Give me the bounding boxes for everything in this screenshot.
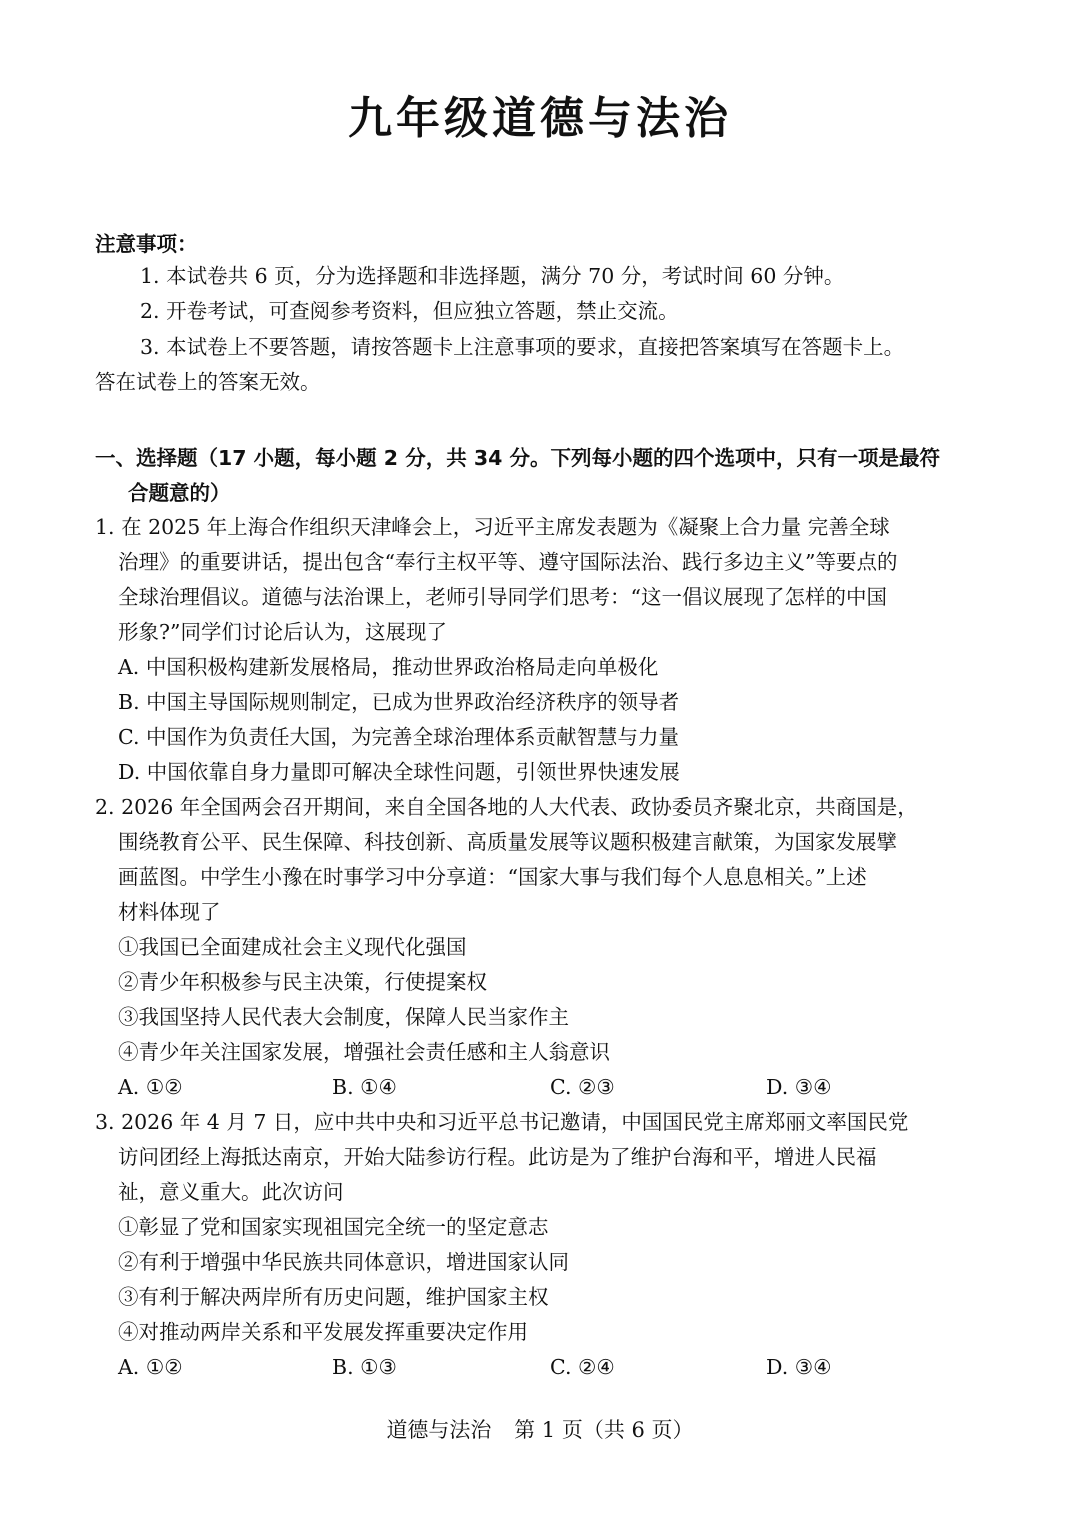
q3-choice-c: C. ②④ [550,1355,615,1379]
q3-stem-line-3: 祉，意义重大。此次访问 [118,1180,344,1204]
q2-choices [118,1073,1018,1101]
q2-choice-c: C. ②③ [550,1075,615,1099]
q3-statement-1: ①彰显了党和国家实现祖国完全统一的坚定意志 [118,1215,549,1239]
q2-statement-1: ①我国已全面建成社会主义现代化强国 [118,935,467,959]
q1-stem-line-3: 全球治理倡议。道德与法治课上，老师引导同学们思考：“这一倡议展现了怎样的中国 [118,585,887,609]
q3-stem-line-1: 3. 2026 年 4 月 7 日，应中共中央和习近平总书记邀请，中国国民党主席郑丽文率国民党 [95,1110,909,1134]
q2-statement-3: ③我国坚持人民代表大会制度，保障人民当家作主 [118,1005,569,1029]
q1-option-a: A. 中国积极构建新发展格局，推动世界政治格局走向单极化 [118,655,659,679]
q2-choice-d: D. ③④ [766,1075,832,1099]
q1-option-d: D. 中国依靠自身力量即可解决全球性问题，引领世界快速发展 [118,760,680,784]
q1-stem-line-2: 治理》的重要讲话，提出包含“奉行主权平等、遵守国际法治、践行多边主义”等要点的 [118,550,898,574]
section-heading-line1: 一、选择题（17 小题，每小题 2 分，共 34 分。下列每小题的四个选项中，只有一项是最符 [95,446,941,470]
notice-item-3: 3. 本试卷上不要答题，请按答题卡上注意事项的要求，直接把答案填写在答题卡上。 [140,335,905,359]
page-footer [0,1414,1080,1444]
q3-statement-2: ②有利于增强中华民族共同体意识，增进国家认同 [118,1250,569,1274]
notice-heading: 注意事项： [95,232,198,256]
notice-item-2: 2. 开卷考试，可查阅参考资料，但应独立答题，禁止交流。 [140,299,679,323]
footer-subject: 道德与法治 [386,1418,492,1442]
q1-stem-line-1: 1. 在 2025 年上海合作组织天津峰会上，习近平主席发表题为《凝聚上合力量 完善全球 [95,515,890,539]
page-title: 九年级道德与法治 [348,93,732,144]
q3-statement-3: ③有利于解决两岸所有历史问题，维护国家主权 [118,1285,549,1309]
q3-statement-4: ④对推动两岸关系和平发展发挥重要决定作用 [118,1320,528,1344]
q2-choice-a: A. ①② [118,1075,183,1099]
q2-statement-2: ②青少年积极参与民主决策，行使提案权 [118,970,487,994]
q2-stem-line-1: 2. 2026 年全国两会召开期间，来自全国各地的人大代表、政协委员齐聚北京，共商国是， [95,795,918,819]
q1-option-c: C. 中国作为负责任大国，为完善全球治理体系贡献智慧与力量 [118,725,679,749]
q2-stem-line-2: 围绕教育公平、民生保障、科技创新、高质量发展等议题积极建言献策，为国家发展擘 [118,830,897,854]
q3-stem-line-2: 访问团经上海抵达南京，开始大陆参访行程。此访是为了维护台海和平，增进人民福 [118,1145,877,1169]
q3-choice-a: A. ①② [118,1355,183,1379]
footer-page-number: 第 1 页（共 6 页） [514,1418,694,1442]
q3-choice-b: B. ①③ [332,1355,397,1379]
q2-stem-line-4: 材料体现了 [118,900,221,924]
q2-statement-4: ④青少年关注国家发展，增强社会责任感和主人翁意识 [118,1040,610,1064]
q1-option-b: B. 中国主导国际规则制定，已成为世界政治经济秩序的领导者 [118,690,680,714]
notice-item-1: 1. 本试卷共 6 页，分为选择题和非选择题，满分 70 分，考试时间 60 分钟。 [140,264,845,288]
notice-item-3-cont: 答在试卷上的答案无效。 [95,370,321,394]
q2-choice-b: B. ①④ [332,1075,397,1099]
q3-choices [118,1353,1018,1381]
q3-choice-d: D. ③④ [766,1355,832,1379]
section-heading-line2: 合题意的） [128,481,231,505]
q2-stem-line-3: 画蓝图。中学生小豫在时事学习中分享道：“国家大事与我们每个人息息相关。”上述 [118,865,867,889]
q1-stem-line-4: 形象?”同学们讨论后认为，这展现了 [118,620,447,644]
